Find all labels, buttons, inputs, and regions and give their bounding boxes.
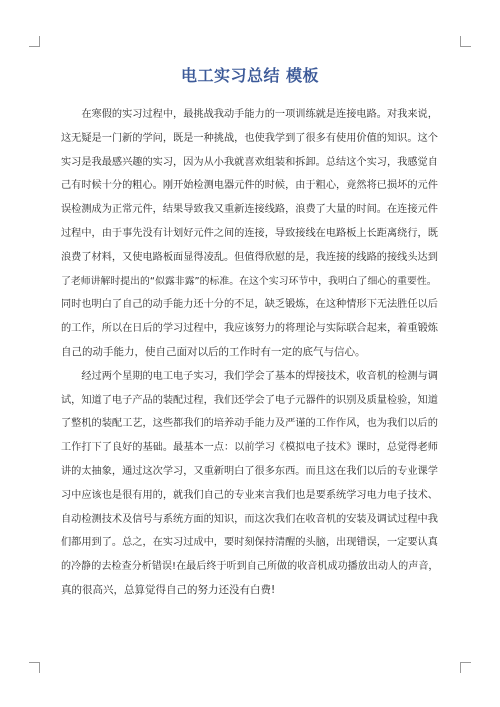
text-line: 在寒假的实习过程中，最挑战我动手能力的一项训练就是连接电路。对我来说， <box>61 109 438 120</box>
text-line: 真的很高兴，总算觉得自己的努力还没有白费! <box>61 583 276 596</box>
document-body <box>61 103 439 603</box>
text-line: 过程中，由于事先没有计划好元件之间的连接，导致接线在电路板上长距离绕行，既 <box>61 227 438 239</box>
text-line: 了老师讲解时提出的“似露非露”的标准。在这个实习环节中，我明白了细心的重要性。 <box>61 275 437 287</box>
text-line: 误检测成为正常元件，结果导致我又重新连接线路，浪费了大量的时间。在连接元件 <box>61 204 438 216</box>
text-line: 己有时候十分的粗心。刚开始检测电器元件的时候，由于粗心，竟然将已损坏的元件 <box>61 180 438 192</box>
text-line: 的工作，所以在日后的学习过程中，我应该努力的将理论与实际联合起来，着重锻炼 <box>61 323 438 335</box>
text-line: 们都用到了。总之，在实习过成中，要时刻保持清醒的头脑，出现错误，一定要认真 <box>61 537 438 549</box>
paragraph-1 <box>61 103 439 365</box>
text-line: 工作打下了良好的基础。最基本一点：以前学习《模拟电子技术》课时，总觉得老师 <box>61 442 438 454</box>
text-line: 试，知道了电子产品的装配过程，我们还学会了电子元器件的识别及质量检验，知道 <box>61 394 438 406</box>
text-line: 讲的太抽象，通过这次学习，又重新明白了很多东西。而且这在我们以后的专业课学 <box>61 465 438 477</box>
document-title: 电工实习总结 模板 <box>180 66 320 85</box>
text-line: 自己的动手能力，使自己面对以后的工作时有一定的底气与信心。 <box>61 345 366 358</box>
text-line: 经过两个星期的电工电子实习，我们学会了基本的焊接技术，收音机的检测与调 <box>61 370 438 382</box>
crop-mark-bottom-right <box>460 662 471 673</box>
paragraph-2 <box>61 365 439 603</box>
text-line: 同时也明白了自己的动手能力还十分的不足，缺乏锻炼，在这种情形下无法胜任以后 <box>61 299 438 311</box>
text-line: 浪费了材料，又使电路板面显得凌乱。但值得欣慰的是，我连接的线路的接线头达到 <box>61 251 438 263</box>
text-line: 实习是我最感兴趣的实习，因为从小我就喜欢组装和拆卸。总结这个实习，我感觉自 <box>61 156 438 168</box>
crop-mark-top-right <box>460 36 471 47</box>
text-line: 自动检测技术及信号与系统方面的知识，而这次我们在收音机的安装及调试过程中我 <box>61 513 438 525</box>
text-line: 习中应该也是很有用的，就我们自己的专业来言我们也是要系统学习电力电子技术、 <box>61 489 438 501</box>
crop-mark-top-left <box>29 36 40 47</box>
text-line: 的冷静的去检查分析错误!在最后终于听到自己所做的收音机成功播放出动人的声音， <box>61 561 439 573</box>
crop-mark-bottom-left <box>29 662 40 673</box>
text-line: 这无疑是一门新的学问，既是一种挑战，也使我学到了很多有使用价值的知识。这个 <box>61 132 438 144</box>
text-line: 了整机的装配工艺，这些都我们的培养动手能力及严谨的工作作风，也为我们以后的 <box>61 418 438 430</box>
